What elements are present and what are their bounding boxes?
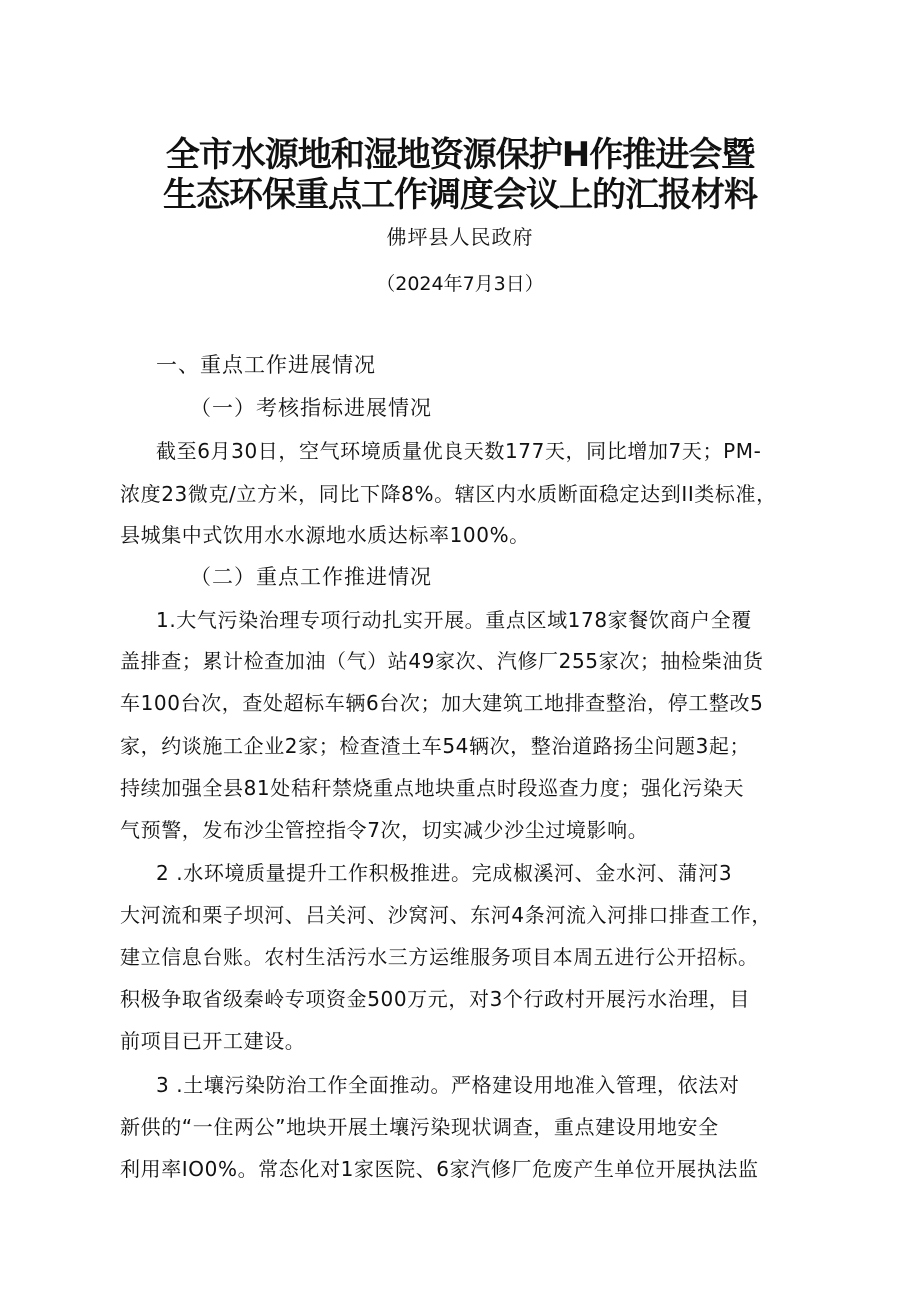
document-title-line-2: 生态环保重点工作调度会议上的汇报材料 [163, 175, 757, 215]
paragraph-line-text: 县城集中式饮用水水源地水质达标率100%。 [120, 523, 530, 547]
section-heading-1: 一、重点工作进展情况 [156, 353, 376, 377]
subsection-heading-1: （一）考核指标进展情况 [190, 396, 432, 420]
document-date: （2024年7月3日） [376, 273, 544, 295]
paragraph-line-text: 车100台次，查处超标车辆6台次；加大建筑工地排查整治，停工整改5 [120, 691, 764, 715]
paragraph-line-text: 盖排查；累计检查加油（气）站49家次、汽修厂255家次；抽检柴油货 [120, 649, 764, 673]
paragraph-line-text: 2 .水环境质量提升工作积极推进。完成椒溪河、金水河、蒲河3 [156, 861, 733, 885]
paragraph-line-text: 前项目已开工建设。 [120, 1029, 306, 1053]
paragraph-line-text: 1.大气污染治理专项行动扎实开展。重点区域178家餐饮商户全覆 [156, 608, 752, 632]
paragraph-line-text: 建立信息台账。农村生活污水三方运维服务项目本周五进行公开招标。 [120, 945, 759, 969]
paragraph-line-text: 家，约谈施工企业2家；检查渣土车54辆次，整治道路扬尘问题3起； [120, 734, 751, 758]
paragraph-line-text: 大河流和栗子坝河、吕关河、沙窝河、东河4条河流入河排口排查工作， [120, 903, 772, 927]
paragraph-line-text: 3 .土壤污染防治工作全面推动。严格建设用地准入管理，依法对 [156, 1073, 740, 1097]
paragraph-line-text: 利用率IO0%。常态化对1家医院、6家汽修厂危废产生单位开展执法监 [120, 1157, 759, 1181]
paragraph-line-text: 积极争取省级秦岭专项资金500万元，对3个行政村开展污水治理，目 [120, 987, 751, 1011]
paragraph-line-text: 持续加强全县81处秸秆禁烧重点地块重点时段巡查力度；强化污染天 [120, 776, 745, 800]
paragraph-line-text: 新供的“一住两公”地块开展土壤污染现状调查，重点建设用地安全 [120, 1115, 719, 1139]
paragraph-line-text: 气预警，发布沙尘管控指令7次，切实减少沙尘过境影响。 [120, 818, 649, 842]
paragraph-line-text: 浓度23微克/立方米，同比下降8%。辖区内水质断面稳定达到II类标准， [120, 482, 777, 506]
document-title-line-1: 全市水源地和湿地资源保护H作推进会暨 [165, 135, 755, 175]
subsection-heading-2: （二）重点工作推进情况 [190, 565, 432, 589]
document-author: 佛坪县人民政府 [386, 225, 534, 249]
paragraph-line-text: 截至6月30日，空气环境质量优良天数177天，同比增加7天；PM- [156, 439, 762, 463]
